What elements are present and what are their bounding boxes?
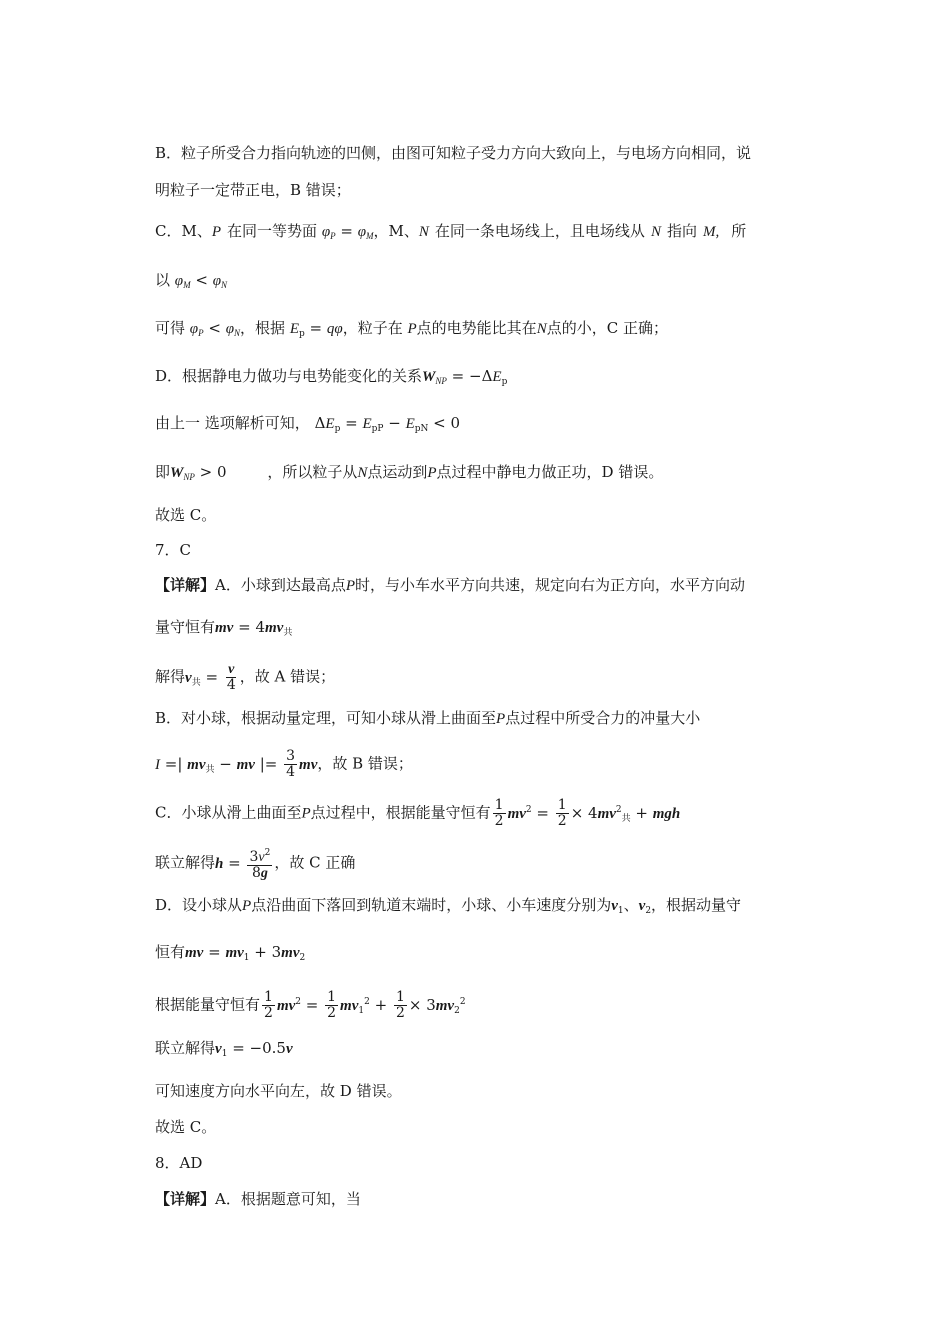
formula: $v_1$、$v_2$ [611,896,652,916]
text: 即 [155,463,171,481]
text-line [155,575,745,596]
text-line [155,990,466,1021]
text-line [155,413,460,439]
formula: $v_1 = -0.5v$ [215,1039,293,1059]
text-line [155,318,668,344]
text-line [155,270,227,295]
formula: $W_{NP} > 0$ [170,463,227,482]
text: A．小球到达最高点 [215,576,346,594]
text: 指向 [666,222,697,240]
text-line [155,462,663,487]
text: P [427,465,437,481]
text: ，M、 [373,222,419,240]
text-line [155,221,746,246]
text: ，故 C 正确 [274,853,356,872]
text: 点的电势能比其在 [416,319,537,337]
formula: mv = $mv_1 + 3mv_2$ [185,943,306,963]
text: 所 [731,222,747,240]
text: 明粒子一定带正电，B 错误； [155,181,351,199]
text-line [155,749,413,780]
text: P [242,898,252,914]
formula: $\varphi_P < \varphi_N$ [189,319,241,338]
text: P [407,321,417,337]
text: ，故 B 错误； [317,754,413,773]
formula: $\varphi_P = \varphi_M$ [321,222,374,241]
text: B．粒子所受合力指向轨迹的凹侧，由图可知粒子受力方向大致向上，与电场方向相同，说 [155,144,752,162]
text: P [345,578,356,594]
label: 【详解】 [155,576,216,594]
formula: $\frac{1}{2}$ $mv^2$ = $\frac{1}{2}$ × $4mv^2_共$ + mgh [494,797,681,829]
text: 故选 C。 [155,1118,217,1136]
formula: $\frac{1}{2}$ $mv^2$ = $\frac{1}{2}$ $mv_1^2$ + $\frac{1}{2}$ × $3mv_2^2$ [264,989,466,1021]
text: 可知速度方向水平向左，故 D 错误。 [155,1082,402,1100]
text: ，故 A 错误； [239,667,336,686]
text-line [155,180,351,200]
text: N [536,321,547,337]
formula: I =| $mv_共$ − mv |= $\frac{3}{4}$ mv [155,748,318,780]
text: ，粒子在 [342,319,403,337]
text: 点过程中静电力做正功，D 错误。 [436,463,664,481]
text: 联立解得 [155,853,216,872]
text: 由上一 选项解析可知， [155,414,310,432]
text: 量守恒有 [155,618,216,636]
formula: h = $\frac{3v^2}{8g}$ [215,848,271,881]
text: 可得 [155,319,186,337]
text: D．根据静电力做功与电势能变化的关系 [155,367,423,385]
formula: mv = $4mv_共$ [215,618,293,638]
text: 点的小，C 正确； [546,319,668,337]
text: 联立解得 [155,1039,216,1057]
text: 点运动到 [367,463,428,481]
text: N [418,224,429,240]
text-line [155,143,751,163]
text: ，所以粒子从 [267,463,358,481]
text-line [155,1081,402,1101]
text-line [155,708,700,729]
text: D．设小球从 [155,896,243,914]
text: 点沿曲面下落回到轨道末端时，小球、小车速度分别为 [251,896,612,914]
formula: $\Delta E_p = E_{pP} - E_{pN} < 0$ [314,414,461,434]
question-number [155,540,191,560]
text: P [496,711,506,727]
text: C．M、 [155,222,212,240]
label: 【详解】 [155,1190,216,1208]
text-line [155,366,507,392]
text: N [357,465,368,481]
text: B．对小球，根据动量定理，可知小球从滑上曲面至 [155,709,497,727]
text-line [155,846,355,881]
text: 解得 [155,667,186,686]
text-line [155,1038,293,1064]
text: P [301,805,311,822]
text-line [155,1117,216,1137]
question-number [155,1153,202,1173]
text: 故选 C。 [155,506,217,524]
text: 8．AD [155,1154,203,1172]
formula: $\varphi_M < \varphi_N$ [174,271,228,290]
text: 点过程中，根据能量守恒有 [310,803,491,822]
text-line [155,798,680,829]
text: N [650,224,661,240]
text: 在同一条电场线上，且电场线从 [434,222,645,240]
text: 根据能量守恒有 [155,995,261,1014]
text-line [155,895,741,921]
text-line [155,505,216,525]
formula: $W_{NP} = -\Delta E_p$ [422,367,508,387]
text: 恒有 [155,943,186,961]
text: 7．C [155,541,192,559]
text-line [155,942,305,968]
text: ，根据 [240,319,286,337]
text-line [155,662,335,693]
text: A．根据题意可知，当 [215,1190,361,1208]
text-line [155,1189,361,1209]
text: 在同一等势面 [227,222,318,240]
text: ，根据动量守 [651,896,742,914]
text: M, [702,224,720,240]
text: 时，与小车水平方向共速，规定向右为正方向，水平方向动 [355,576,746,594]
text: C．小球从滑上曲面至 [155,803,302,822]
text-line [155,617,292,643]
formula: $v_共$ = $\frac{v}{4}$ [185,662,236,693]
formula: $E_p = q\varphi$ [289,319,343,339]
text: 以 [155,271,171,289]
text: P [211,224,222,240]
text: 点过程中所受合力的冲量大小 [505,709,701,727]
